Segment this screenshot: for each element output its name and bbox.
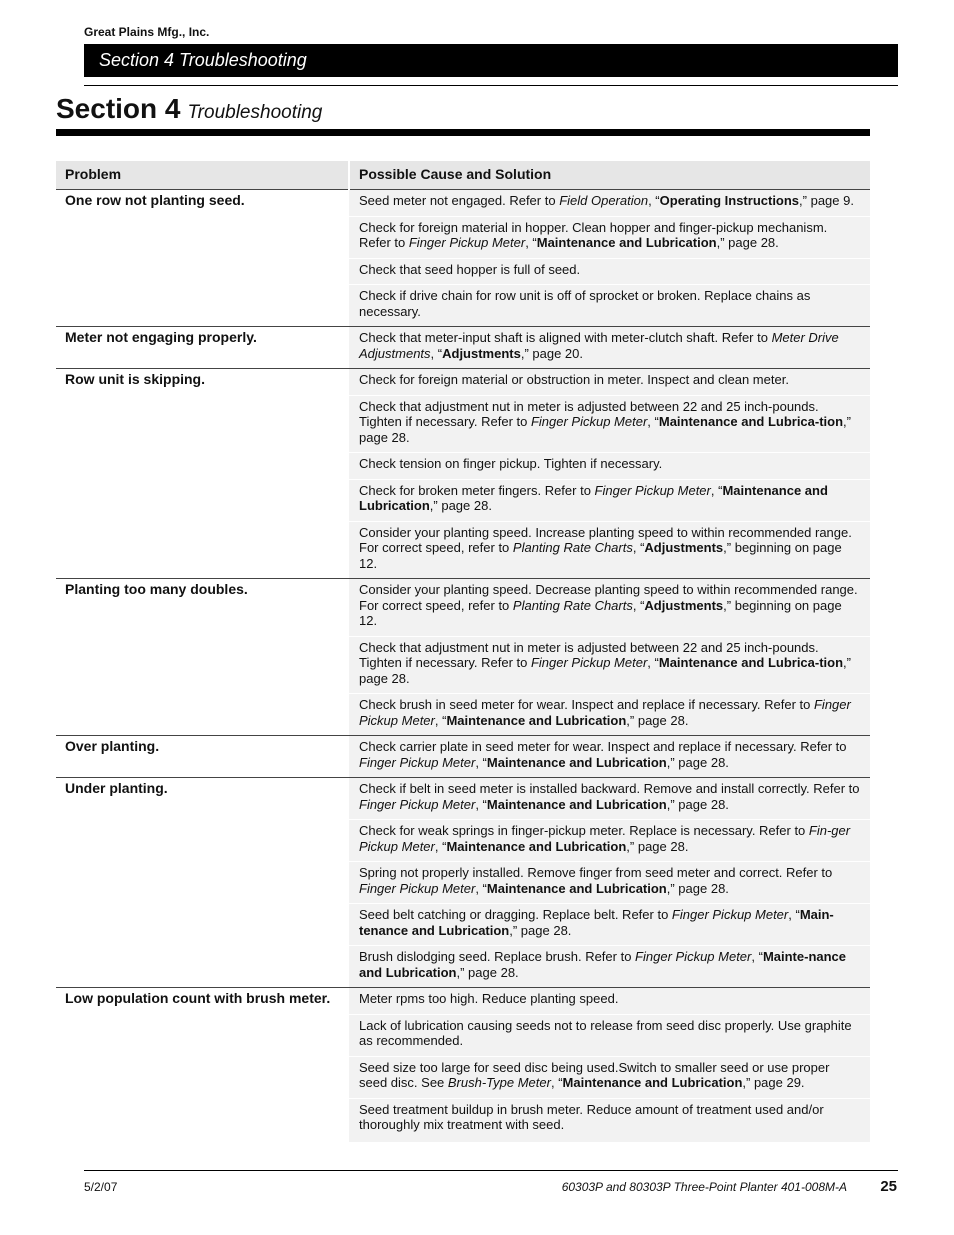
solution-text: , “ — [475, 880, 487, 896]
solution-cell — [349, 694, 870, 736]
problem-cell: Over planting. — [56, 736, 349, 778]
table-row — [56, 369, 870, 396]
solution-cell — [349, 395, 870, 453]
problem-column-header: Problem — [56, 161, 349, 190]
header-rule — [84, 85, 898, 86]
solution-cell — [349, 820, 870, 862]
solution-text: Check for foreign material or obstruction in meter. Inspect and clean meter. — [359, 372, 789, 387]
manual-reference: Finger Pickup Meter — [359, 697, 851, 728]
section-reference: Adjustments — [644, 597, 724, 613]
solution-text: , “ — [475, 796, 487, 812]
solution-cell — [349, 285, 870, 327]
manual-reference: Finger Pickup Meter — [594, 482, 711, 498]
section-reference: Maintenance and Lubrication — [486, 754, 667, 770]
problem-cell: Under planting. — [56, 778, 349, 988]
solution-text: , “ — [647, 414, 659, 429]
solution-cell — [349, 190, 870, 217]
solution-cell — [349, 946, 870, 988]
table-row — [56, 988, 870, 1015]
solution-cell — [349, 369, 870, 396]
solution-text: Check for weak springs in finger-pickup meter. Replace is necessary. Refer to — [359, 823, 809, 838]
table-row — [56, 736, 870, 778]
solution-text: , “ — [550, 1075, 563, 1090]
solution-text: , “ — [430, 345, 443, 361]
section-number: Section 4 — [56, 93, 181, 124]
table-row — [56, 327, 870, 369]
section-header-bar: Section 4 Troubleshooting — [84, 44, 898, 77]
solution-text: , “ — [525, 235, 537, 250]
solution-text: Meter rpms too high. Reduce planting speed. — [359, 991, 619, 1006]
solution-text: ,” page 29. — [742, 1075, 805, 1090]
solution-text: ,” page 28. — [666, 880, 729, 896]
manual-reference: Meter Drive Adjustments — [359, 330, 839, 361]
section-reference: Maintenance and Lubrication — [359, 482, 828, 513]
solution-text: , “ — [710, 482, 723, 498]
page-number: 25 — [880, 1178, 897, 1195]
section-reference: Adjustments — [644, 540, 724, 555]
section-reference: Main-tenance and Lubrication — [359, 907, 834, 938]
solution-text: ,” page 9. — [799, 193, 854, 208]
section-reference: Maintenance and Lubrica-tion — [658, 414, 844, 429]
solution-cell — [349, 453, 870, 480]
solution-text: ,” beginning on page 12. — [359, 597, 842, 628]
solution-text: Check if belt in seed meter is installed backward. Remove and install correctly. Refer to — [359, 781, 860, 796]
solution-text: , “ — [647, 655, 659, 670]
solution-cell — [349, 862, 870, 904]
solution-cell — [349, 1056, 870, 1098]
solution-cell — [349, 1014, 870, 1056]
solution-text: , “ — [434, 838, 447, 854]
solution-text: Seed size too large for seed disc being used.Switch to smaller seed or use proper seed disc. See — [359, 1059, 830, 1090]
solution-text: ,” page 28. — [666, 754, 729, 770]
section-reference: Mainte-nance and Lubrication — [359, 949, 847, 980]
solution-text: Check for broken meter fingers. Refer to — [359, 482, 595, 498]
solution-cell — [349, 579, 870, 637]
problem-cell: Low population count with brush meter. — [56, 988, 349, 1142]
solution-cell — [349, 778, 870, 820]
manual-reference: Finger Pickup Meter — [359, 880, 476, 896]
section-reference: Operating Instructions — [659, 193, 800, 208]
manual-reference: Brush-Type Meter — [447, 1075, 551, 1090]
solution-cell — [349, 636, 870, 694]
solution-text: Consider your planting speed. Decrease planting speed to within recommended range. For correct speed, refer to — [359, 582, 858, 613]
title-rule — [56, 129, 870, 136]
problem-cell: Row unit is skipping. — [56, 369, 349, 579]
solution-text: ,” page 28. — [626, 838, 689, 854]
solution-text: ,” page 28. — [716, 235, 779, 250]
solution-column-header: Possible Cause and Solution — [349, 161, 870, 190]
solution-text: ,” page 28. — [359, 655, 851, 686]
table-row — [56, 579, 870, 637]
manual-reference: Finger Pickup Meter — [359, 754, 476, 770]
solution-text: , “ — [632, 597, 645, 613]
manual-reference: Planting Rate Charts — [512, 540, 633, 555]
solution-text: Check that meter-input shaft is aligned with meter-clutch shaft. Refer to — [359, 330, 772, 345]
solution-cell — [349, 988, 870, 1015]
solution-text: ,” page 28. — [429, 498, 492, 513]
solution-text: Check that adjustment nut in meter is adjusted between 22 and 25 inch-pounds. Tighten if necessary. Refer to — [359, 639, 819, 670]
table-header-row — [56, 161, 870, 190]
solution-text: Seed meter not engaged. Refer to — [359, 193, 560, 208]
solution-text: , “ — [751, 949, 763, 964]
solution-text: ,” page 28. — [666, 796, 729, 812]
table-body — [56, 190, 870, 1142]
company-name: Great Plains Mfg., Inc. — [84, 25, 210, 39]
manual-reference: Finger Pickup Meter — [671, 907, 789, 922]
solution-text: Seed belt catching or dragging. Replace belt. Refer to — [359, 907, 672, 922]
manual-reference: Field Operation — [559, 193, 649, 208]
solution-text: Consider your planting speed. Increase planting speed to within recommended range. For correct speed, refer to — [359, 524, 852, 555]
manual-reference: Finger Pickup Meter — [359, 796, 476, 812]
solution-text: Check that seed hopper is full of seed. — [359, 261, 581, 277]
solution-text: ,” page 28. — [509, 922, 572, 938]
solution-text: , “ — [434, 712, 447, 728]
section-reference: Maintenance and Lubrica-tion — [658, 655, 844, 670]
table-row — [56, 190, 870, 217]
solution-text: Check for foreign material in hopper. Clean hopper and finger-pickup mechanism. Refer to — [359, 219, 828, 250]
solution-text: , “ — [788, 907, 800, 922]
problem-cell: One row not planting seed. — [56, 190, 349, 327]
solution-cell — [349, 736, 870, 778]
solution-text: ,” page 28. — [359, 414, 851, 445]
solution-text: Spring not properly installed. Remove finger from seed meter and correct. Refer to — [359, 865, 833, 880]
manual-reference: Finger Pickup Meter — [530, 655, 648, 670]
solution-text: Check tension on finger pickup. Tighten if necessary. — [359, 456, 663, 471]
solution-text: ,” beginning on page 12. — [359, 540, 842, 571]
manual-reference: Planting Rate Charts — [512, 597, 633, 613]
solution-cell — [349, 479, 870, 521]
section-reference: Maintenance and Lubrication — [446, 838, 627, 854]
page-title — [56, 91, 322, 132]
section-reference: Maintenance and Lubrication — [446, 712, 627, 728]
solution-cell — [349, 521, 870, 579]
manual-reference: Fin-ger Pickup Meter — [359, 823, 851, 854]
solution-text: Seed treatment buildup in brush meter. Reduce amount of treatment used and/or thoroughly mix treatment with seed. — [359, 1101, 824, 1132]
section-reference: Maintenance and Lubrication — [536, 235, 717, 250]
solution-cell — [349, 904, 870, 946]
solution-text: Check carrier plate in seed meter for wear. Inspect and replace if necessary. Refer to — [359, 739, 847, 754]
problem-cell: Planting too many doubles. — [56, 579, 349, 736]
solution-text: , “ — [475, 754, 487, 770]
footer-document-title: 60303P and 80303P Three-Point Planter 401-008M-A — [561, 1180, 847, 1194]
section-reference: Maintenance and Lubrication — [486, 880, 667, 896]
solution-text: ,” page 20. — [520, 345, 583, 361]
solution-cell — [349, 216, 870, 258]
footer-date: 5/2/07 — [84, 1180, 118, 1194]
solution-cell — [349, 258, 870, 285]
manual-reference: Finger Pickup Meter — [408, 235, 526, 250]
section-subtitle: Troubleshooting — [187, 102, 323, 123]
solution-text: , “ — [648, 193, 660, 208]
solution-cell — [349, 1098, 870, 1142]
solution-text: Brush dislodging seed. Replace brush. Refer to — [359, 949, 636, 964]
solution-text: Check if drive chain for row unit is off of sprocket or broken. Replace chains as necessary. — [359, 288, 811, 319]
section-reference: Maintenance and Lubrication — [562, 1075, 743, 1090]
solution-cell — [349, 327, 870, 369]
section-reference: Adjustments — [442, 345, 521, 361]
troubleshooting-table — [56, 161, 870, 1142]
problem-cell: Meter not engaging properly. — [56, 327, 349, 369]
manual-reference: Finger Pickup Meter — [530, 414, 648, 429]
manual-reference: Finger Pickup Meter — [635, 949, 752, 964]
solution-text: , “ — [632, 540, 645, 555]
section-reference: Maintenance and Lubrication — [486, 796, 667, 812]
solution-text: ,” page 28. — [626, 712, 689, 728]
table-row — [56, 778, 870, 820]
solution-text: Lack of lubrication causing seeds not to release from seed disc properly. Use graphite as recommended. — [359, 1017, 852, 1048]
solution-text: Check that adjustment nut in meter is adjusted between 22 and 25 inch-pounds. Tighten if necessary. Refer to — [359, 398, 819, 429]
footer-rule — [84, 1170, 898, 1171]
solution-text: ,” page 28. — [456, 964, 519, 980]
solution-text: Check brush in seed meter for wear. Inspect and replace if necessary. Refer to — [359, 697, 814, 712]
